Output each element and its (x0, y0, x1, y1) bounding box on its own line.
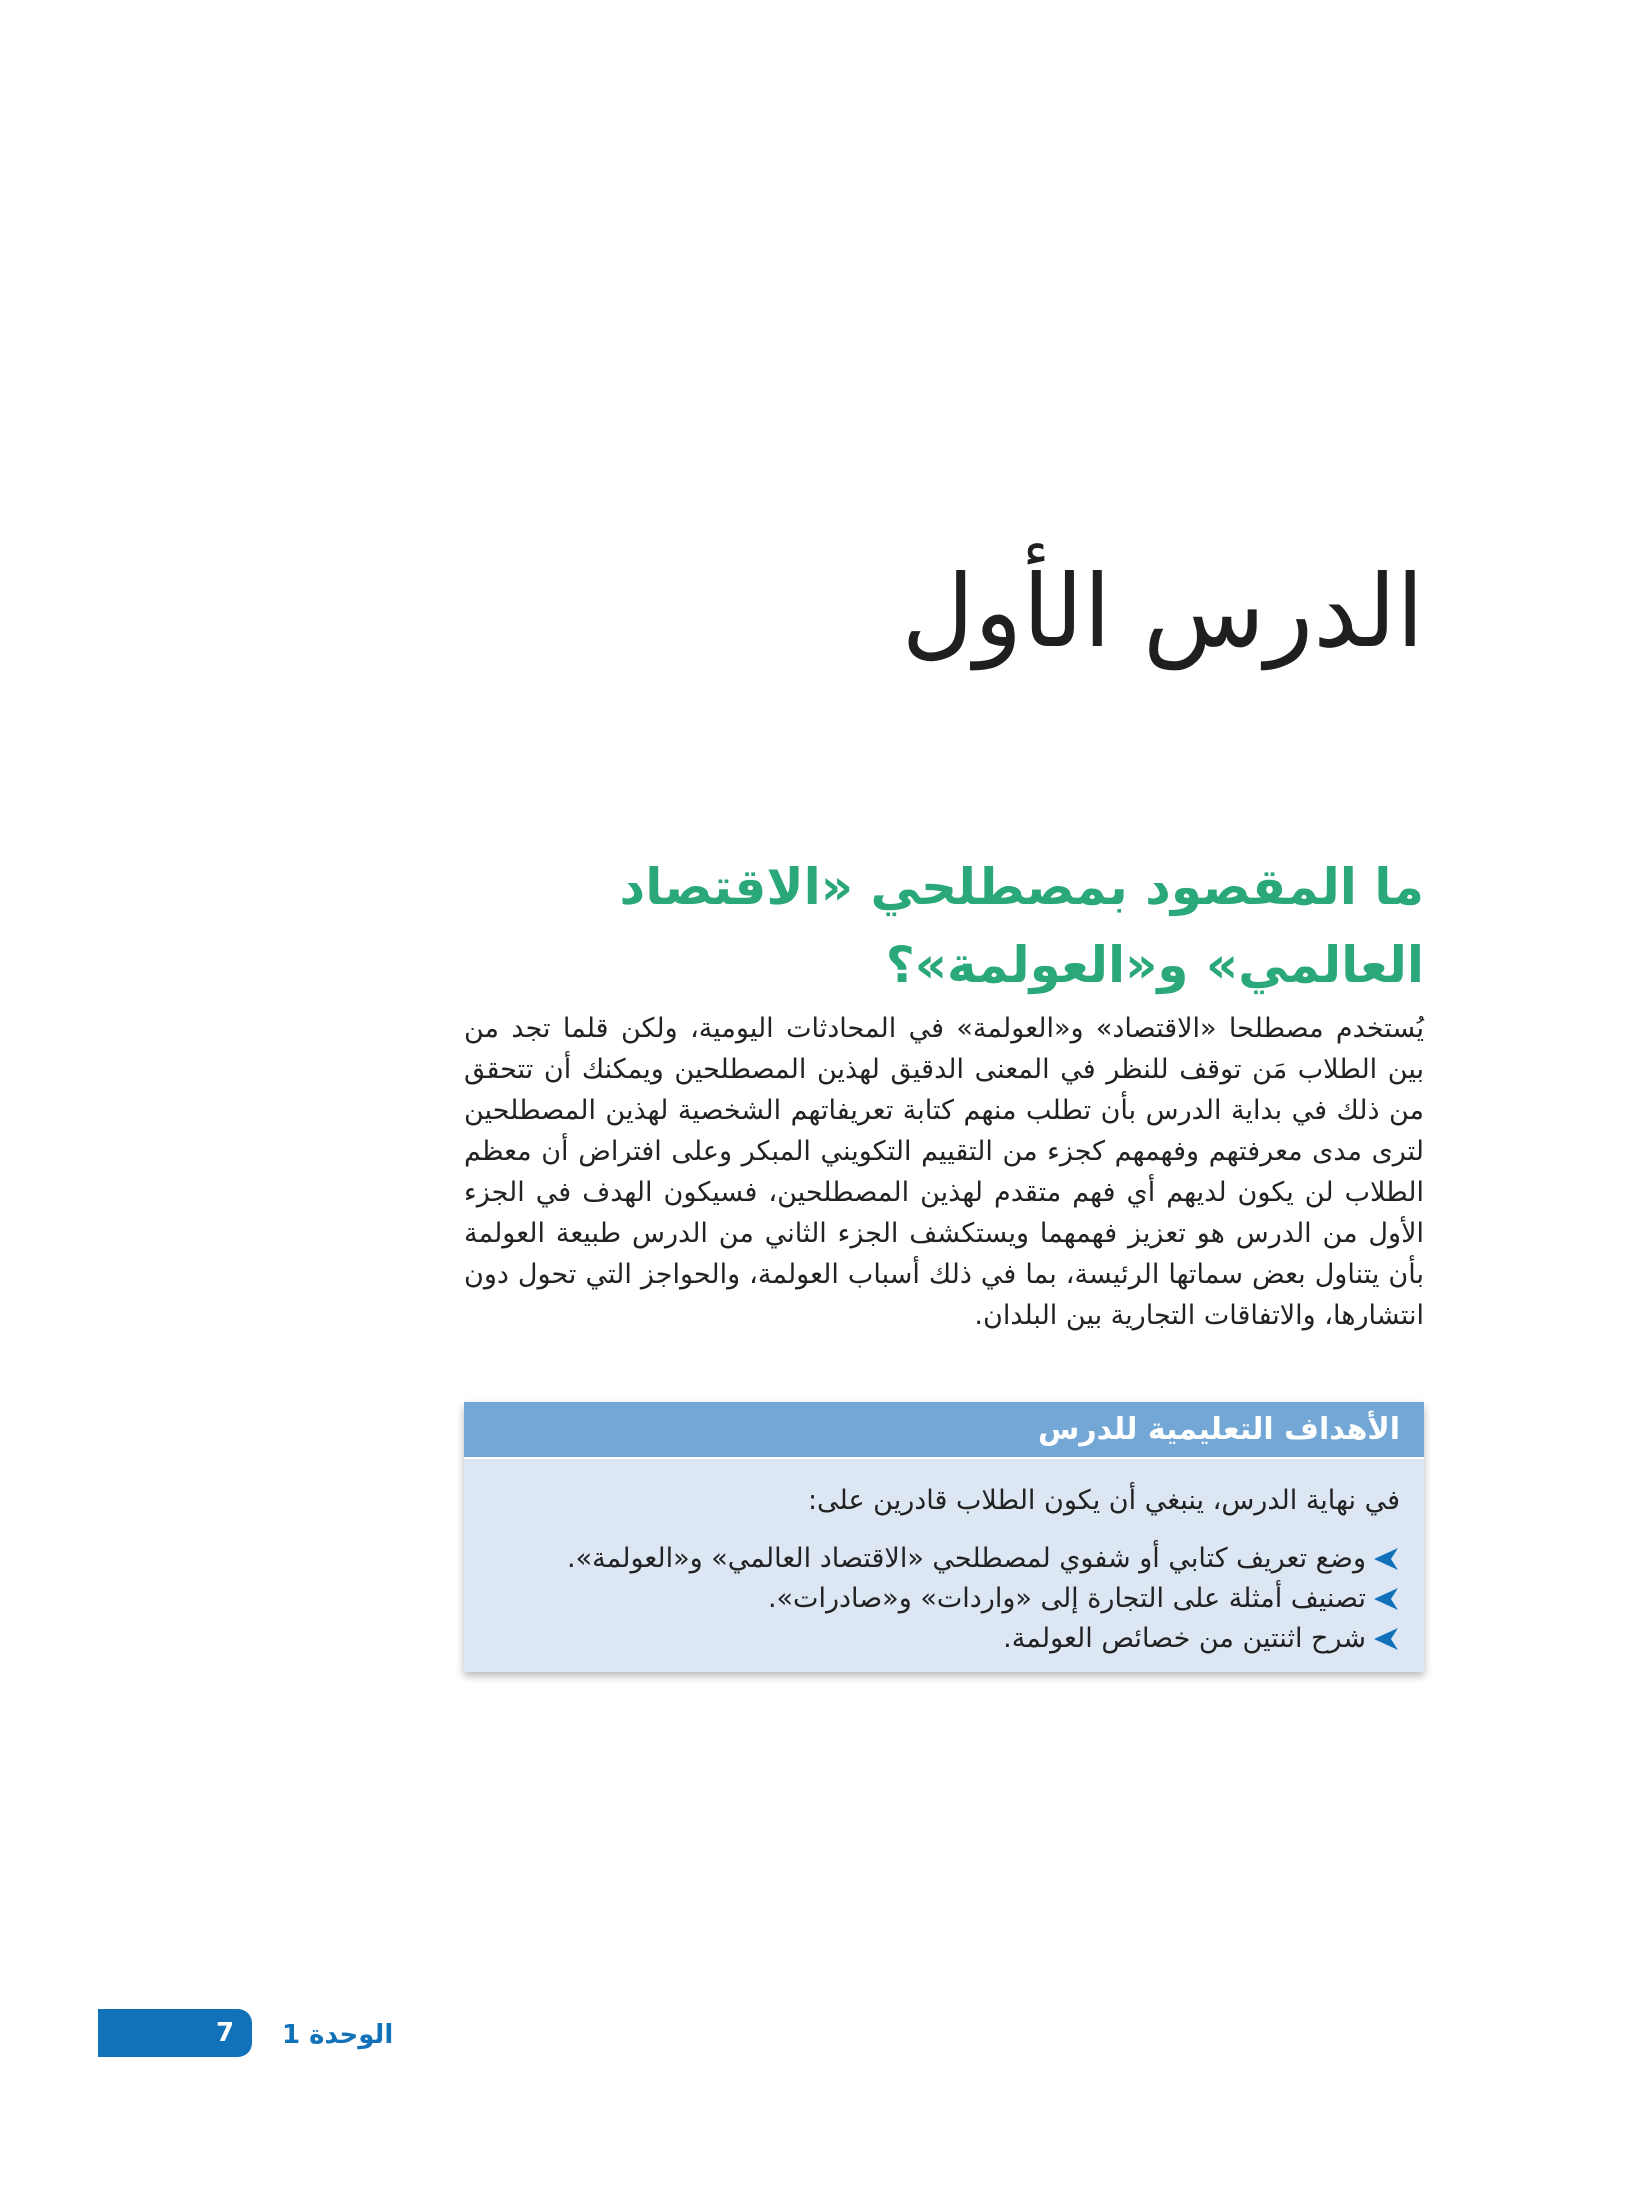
unit-label: الوحدة 1 (282, 2020, 394, 2050)
page-number: 7 (216, 2018, 235, 2048)
objectives-list (464, 1539, 1400, 1659)
objective-item (464, 1579, 1400, 1619)
objective-item (464, 1619, 1400, 1659)
objective-text: وضع تعريف كتابي أو شفوي لمصطلحي «الاقتصاد العالمي» و«العولمة». (567, 1543, 1366, 1574)
lesson-title: الدرس الأول (901, 553, 1424, 670)
arrow-left-icon (1372, 1625, 1400, 1653)
page-content (464, 0, 1424, 2203)
objective-item (464, 1539, 1400, 1579)
arrow-left-icon (1372, 1545, 1400, 1573)
section-body-text: يُستخدم مصطلحا «الاقتصاد» و«العولمة» في المحادثات اليومية، ولكن قلما تجد من بين الطلاب مَن توقف للنظر في المعنى الدقيق لهذين المصطلحين ويمكنك أن تتحقق من ذلك في بداية الدرس بأن تطلب منهم كتابة تعريفاتهم الشخصية لهذين المصطلحين لترى مدى معرفتهم وفهمهم كجزء من التقييم التكويني المبكر وعلى افتراض أن معظم الطلاب لن يكون لديهم أي فهم متقدم لهذين المصطلحين، فسيكون الهدف في الجزء الأول من الدرس هو تعزيز فهمهما ويستكشف الجزء الثاني من الدرس طبيعة العولمة بأن يتناول بعض سماتها الرئيسة، بما في ذلك أسباب العولمة، والحواجز التي تحول دون انتشارها، والاتفاقات التجارية بين البلدان. (464, 1013, 1424, 1331)
objectives-intro: في نهاية الدرس، ينبغي أن يكون الطلاب قادرين على: (807, 1485, 1400, 1516)
arrow-left-icon (1372, 1585, 1400, 1613)
objective-text: شرح اثنتين من خصائص العولمة. (1003, 1623, 1366, 1654)
objective-text: تصنيف أمثلة على التجارة إلى «واردات» و«صادرات». (767, 1583, 1366, 1614)
objectives-header: الأهداف التعليمية للدرس (464, 1402, 1424, 1459)
section-heading: ما المقصود بمصطلحي «الاقتصاد العالمي» و«العولمة»؟ (619, 858, 1424, 994)
learning-objectives-box (464, 1402, 1424, 1672)
